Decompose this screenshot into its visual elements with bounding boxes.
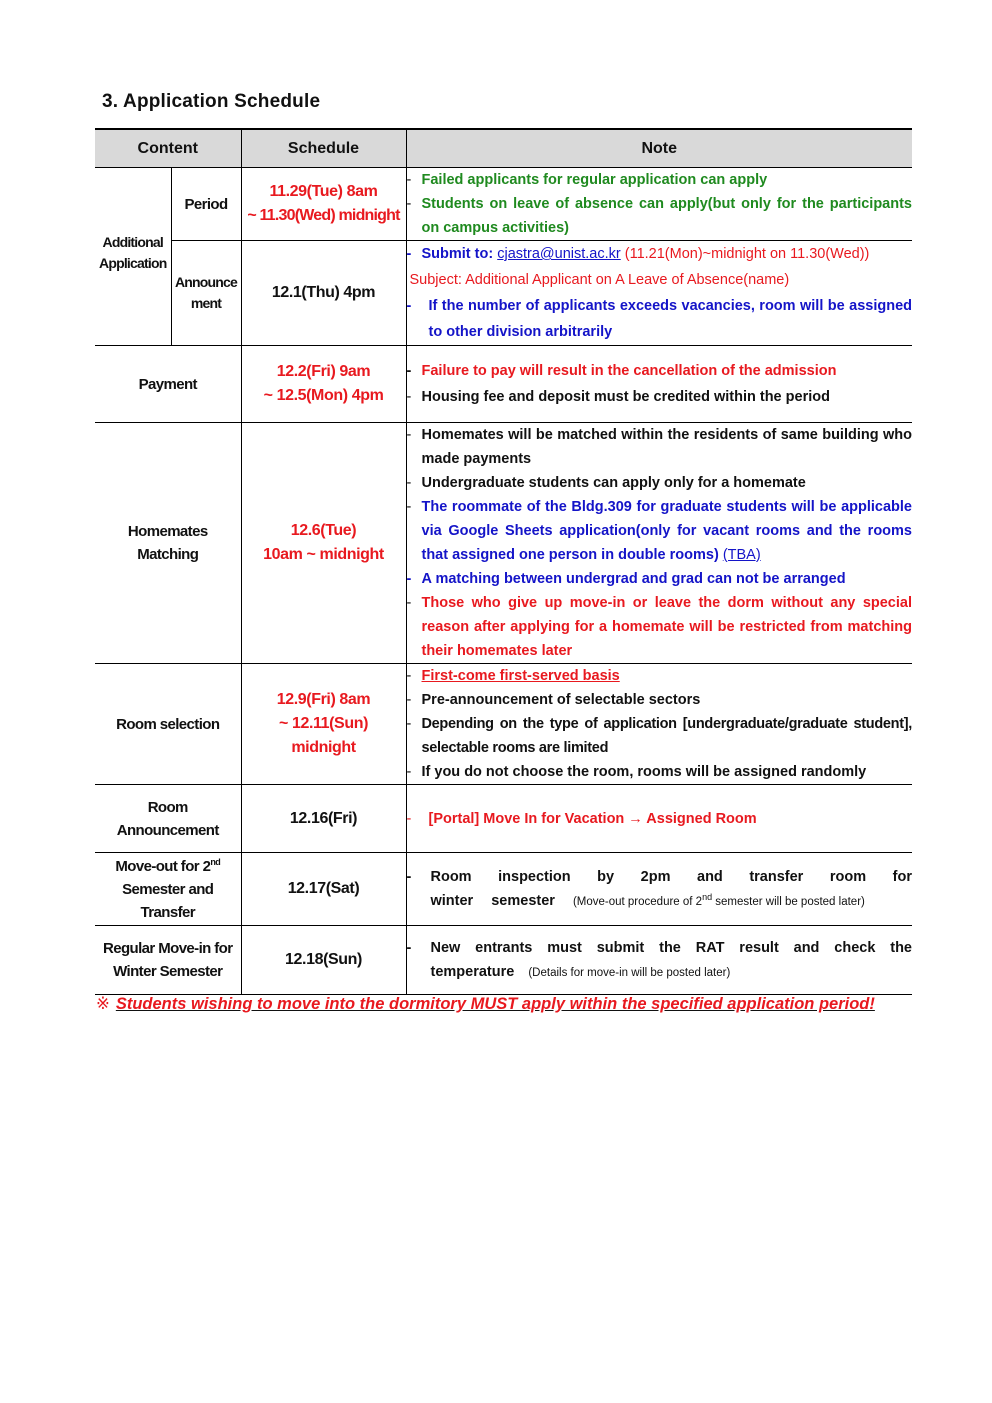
note-text: Pre-announcement of selectable sectors — [421, 692, 701, 708]
label-sup: nd — [210, 856, 221, 867]
label-line: ment — [190, 295, 222, 311]
homemates-label — [95, 423, 241, 664]
label-line — [95, 855, 241, 878]
submit-period: (11.21(Mon)~midnight on 11.30(Wed)) — [620, 246, 870, 262]
homemates-schedule — [241, 423, 406, 664]
move-in-notes — [406, 926, 912, 995]
note-item — [407, 495, 913, 567]
dash: - — [406, 939, 412, 956]
label-line: Announcement — [116, 821, 219, 839]
table-header-row — [95, 129, 912, 168]
table-row — [95, 785, 912, 853]
note-item — [407, 241, 913, 267]
schedule-line: ~ 11.30(Wed) midnight — [247, 207, 400, 224]
subject-text: Subject: Additional Applicant on A Leave of Absence(name) — [409, 272, 790, 288]
schedule-line: midnight — [291, 739, 356, 756]
table-row — [95, 346, 912, 423]
schedule-line: 12.2(Fri) 9am — [276, 363, 371, 380]
note-text: First-come first-served basis — [421, 668, 620, 684]
label-line: Winter Semester — [113, 963, 223, 980]
dash: - — [406, 668, 412, 684]
label-line: Regular Move-in for — [103, 940, 233, 957]
note-small — [572, 891, 865, 908]
dash: - — [406, 475, 412, 491]
table-row — [95, 241, 912, 346]
note-item — [407, 760, 913, 784]
label-text: Move-out for 2 — [115, 857, 211, 875]
label-line: Matching — [137, 546, 199, 563]
dash: - — [406, 810, 412, 827]
note-item — [407, 688, 913, 712]
dash: - — [406, 868, 412, 885]
note-item — [407, 712, 913, 760]
homemates-notes — [406, 423, 912, 664]
room-selection-notes — [406, 664, 912, 785]
note-item — [407, 567, 913, 591]
header-content: Content — [95, 129, 241, 168]
table-row — [95, 926, 912, 995]
announcement-notes — [406, 241, 912, 346]
room-announcement-schedule: 12.16(Fri) — [241, 785, 406, 853]
dash: - — [406, 172, 412, 188]
note-text: If the number of applicants exceeds vacancies, room will be assigned to other division arbitrarily — [428, 298, 912, 340]
move-out-label — [95, 853, 241, 926]
note-text: Students on leave of absence can apply(but only for the participants on campus activities) — [421, 196, 912, 236]
room-selection-schedule — [241, 664, 406, 785]
note-item — [407, 168, 913, 192]
note-small-text: (Move-out procedure of 2 — [572, 895, 703, 908]
dash: - — [406, 499, 412, 515]
dash: - — [406, 196, 412, 212]
label-line: Homemates — [127, 523, 208, 540]
tba-link[interactable]: (TBA) — [722, 547, 761, 563]
dash: - — [406, 389, 412, 405]
table-row — [95, 168, 912, 241]
move-in-label — [95, 926, 241, 995]
note-text: Failed applicants for regular application can apply — [421, 172, 768, 188]
payment-schedule — [241, 346, 406, 423]
schedule-line: 10am ~ midnight — [263, 546, 384, 563]
note-item — [407, 267, 913, 293]
payment-label: Payment — [95, 346, 241, 423]
period-label: Period — [171, 168, 241, 241]
note-text: Homemates will be matched within the residents of same building who made payments — [421, 427, 912, 467]
footer-text: Students wishing to move into the dormitory MUST apply within the specified application period! — [115, 995, 875, 1013]
section-title: 3. Application Schedule — [102, 91, 321, 112]
schedule-line: ~ 12.11(Sun) — [278, 715, 369, 732]
schedule-line: 12.6(Tue) — [290, 522, 357, 539]
room-selection-label: Room selection — [95, 664, 241, 785]
note-small-text: semester will be posted later) — [712, 895, 865, 908]
dash: - — [406, 595, 412, 611]
room-announcement-label — [95, 785, 241, 853]
reference-mark-icon: ※ — [96, 995, 110, 1013]
note-item — [407, 471, 913, 495]
note-text: A matching between undergrad and grad can not be arranged — [421, 571, 846, 587]
dash: - — [406, 298, 412, 314]
move-in-schedule: 12.18(Sun) — [241, 926, 406, 995]
label-line: Announce — [174, 274, 238, 290]
additional-application-label: Additional Application — [95, 168, 171, 346]
note-text: Room inspection by 2pm and transfer room for winter semester — [430, 868, 912, 909]
dash: - — [406, 716, 412, 732]
schedule-line: 11.29(Tue) 8am — [269, 183, 378, 200]
header-schedule: Schedule — [241, 129, 406, 168]
dash: - — [406, 692, 412, 708]
label-line: Semester and — [122, 880, 214, 898]
note-text: If you do not choose the room, rooms will be assigned randomly — [421, 764, 867, 780]
label-line: Transfer — [140, 903, 195, 921]
note-item — [407, 936, 913, 985]
note-item — [407, 384, 913, 410]
note-text: Those who give up move-in or leave the dorm without any special reason after applying for a homemate will be restricted from matching their homemates later — [421, 595, 912, 659]
schedule-line: 12.9(Fri) 8am — [276, 691, 371, 708]
dash: - — [406, 427, 412, 443]
note-sup: nd — [702, 891, 713, 902]
note-text: Undergraduate students can apply only for a homemate — [421, 475, 806, 491]
note-text: Housing fee and deposit must be credited within the period — [421, 389, 830, 405]
period-notes — [406, 168, 912, 241]
dash: - — [406, 571, 412, 587]
submit-email-link[interactable]: cjastra@unist.ac.kr — [497, 246, 621, 262]
table-row — [95, 423, 912, 664]
note-small: (Details for move-in will be posted later) — [528, 966, 731, 979]
dash: - — [406, 764, 412, 780]
announcement-schedule: 12.1(Thu) 4pm — [241, 241, 406, 346]
note-item — [407, 293, 913, 345]
schedule-line: ~ 12.5(Mon) 4pm — [263, 387, 384, 404]
note-text: Submit to: — [421, 246, 498, 262]
note-item — [407, 591, 913, 663]
note-item — [407, 358, 913, 384]
note-text: New entrants must submit the RAT result and check the temperature — [430, 939, 912, 980]
move-out-notes — [406, 853, 912, 926]
note-item — [407, 664, 913, 688]
label-line: Room — [147, 798, 188, 816]
table-row — [95, 664, 912, 785]
note-text: Depending on the type of application [undergraduate/graduate student], selectable rooms are limited — [421, 716, 912, 756]
note-text: The roommate of the Bldg.309 for graduate students will be applicable via Google Sheets application(only for vacant rooms and the rooms that assigned one person in double rooms) — [421, 499, 912, 563]
note-text: Failure to pay will result in the cancellation of the admission — [421, 363, 837, 379]
note-item — [407, 807, 913, 831]
note-item — [407, 192, 913, 240]
dash: - — [406, 363, 412, 379]
payment-notes — [406, 346, 912, 423]
application-schedule-table — [95, 128, 912, 995]
header-note: Note — [406, 129, 912, 168]
period-schedule — [241, 168, 406, 241]
move-out-schedule: 12.17(Sat) — [241, 853, 406, 926]
dash: - — [406, 246, 412, 262]
note-text: [Portal] Move In for Vacation → Assigned Room — [428, 810, 757, 827]
note-item — [407, 865, 913, 914]
room-announcement-notes — [406, 785, 912, 853]
table-row — [95, 853, 912, 926]
note-item — [407, 423, 913, 471]
footer-notice — [96, 994, 875, 1014]
announcement-label — [171, 241, 241, 346]
